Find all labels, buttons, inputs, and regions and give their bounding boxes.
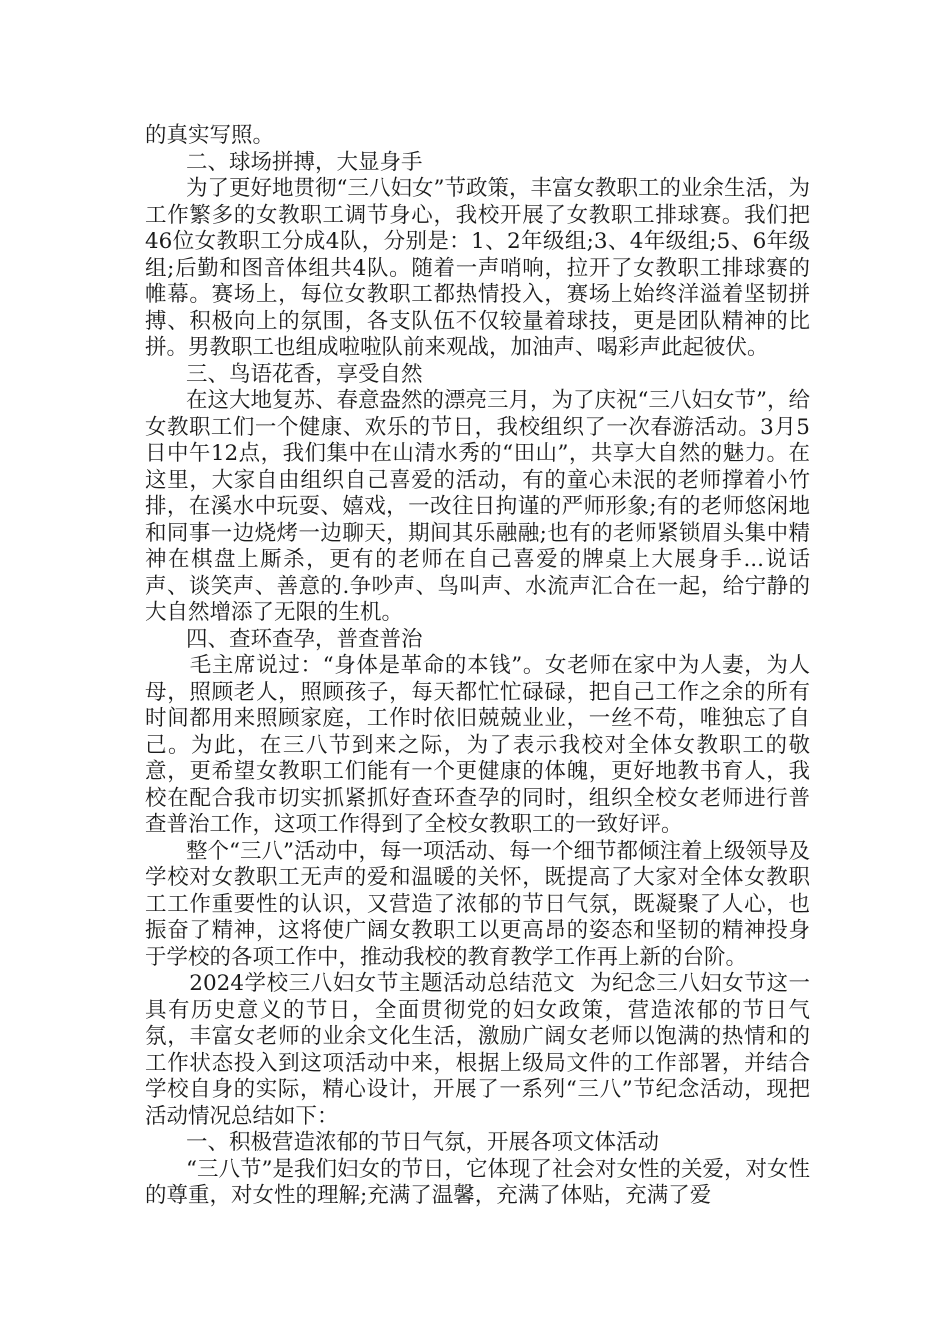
section-heading-festive-atmosphere: 一、积极营造浓郁的节日气氛，开展各项文体活动 — [145, 1130, 660, 1155]
paragraph-summary: 整个“三八”活动中，每一项活动、每一个细节都倾注着上级领导及学校对女教职工无声的爱和温暖的关怀，既提高了大家对全体女教职工工作重要性的认识，又营造了浓郁的节日气氛，既凝聚了人心，也振奋了精神，这将使广阔女教职工以更高昂的姿态和坚韧的精神投身于学校的各项工作中，推动我校的教育教学工作再上新的台阶。 — [145, 838, 811, 970]
section-heading-health-check: 四、查环查孕，普查普治 — [145, 626, 423, 652]
paragraph-volleyball: 为了更好地贯彻“三八妇女”节政策，丰富女教职工的业余生活，为工作繁多的女教职工调节身心，我校开展了女教职工排球赛。我们把46位女教职工分成4队，分别是：1、2年级组;3、4年级组;5、6年级组;后勤和图音体组共4队。随着一声哨响，拉开了女教职工排球赛的帷幕。赛场上，每位女教职工都热情投入，赛场上始终洋溢着坚韧拼搏、积极向上的氛围，各支队伍不仅较量着球技，更是团队精神的比拼。男教职工也组成啦啦队前来观战，加油声、喝彩声此起彼伏。 — [145, 176, 811, 360]
paragraph-continuation: 的真实写照。 — [145, 123, 275, 148]
paragraph-festive-atmosphere: “三八节”是我们妇女的节日，它体现了社会对女性的关爱，对女性的尊重，对女性的理解;充满了温馨，充满了体贴，充满了爱 — [145, 1156, 811, 1208]
paragraph-spring-outing: 在这大地复苏、春意盎然的漂亮三月，为了庆祝“三八妇女节”，给女教职工们一个健康、欢乐的节日，我校组织了一次春游活动。3月5日中午12点，我们集中在山清水秀的“田山”，共享大自然的魅力。在这里，大家自由组织自己喜爱的活动，有的童心未泯的老师撑着小竹排，在溪水中玩耍、嬉戏，一改往日拘谨的严师形象;有的老师悠闲地和同事一边烧烤一边聊天，期间其乐融融;也有的老师紧锁眉头集中精神在棋盘上厮杀，更有的老师在自己喜爱的牌桌上大展身手...说话声、谈笑声、善意的.争吵声、鸟叫声、水流声汇合在一起，给宁静的大自然增添了无限的生机。 — [145, 388, 811, 625]
paragraph-health-check: 毛主席说过：“身体是革命的本钱”。女老师在家中为人妻，为人母，照顾老人，照顾孩子，每天都忙忙碌碌，把自己工作之余的所有时间都用来照顾家庭，工作时依旧兢兢业业，一丝不苟，唯独忘了自己。为此，在三八节到来之际，为了表示我校对全体女教职工的敬意，更希望女教职工们能有一个更健康的体魄，更好地教书育人，我校在配合我市切实抓紧抓好查环查孕的同时，组织全校女老师进行普查普治工作，这项工作得到了全校女教职工的一致好评。 — [145, 653, 810, 837]
section-heading-volleyball: 二、球场拼搏，大显身手 — [145, 149, 423, 175]
section-heading-spring-outing: 三、鸟语花香，享受自然 — [145, 361, 423, 387]
document-body — [145, 123, 810, 1210]
paragraph-second-article-intro: 2024学校三八妇女节主题活动总结范文 为纪念三八妇女节这一具有历史意义的节日，全面贯彻党的妇女政策，营造浓郁的节日气氛，丰富女老师的业余文化生活，激励广阔女老师以饱满的热情和的工作状态投入到这项活动中来，根据上级局文件的工作部署，并结合学校自身的实际，精心设计，开展了一系列“三八”节纪念活动，现把活动情况总结如下： — [145, 971, 810, 1129]
